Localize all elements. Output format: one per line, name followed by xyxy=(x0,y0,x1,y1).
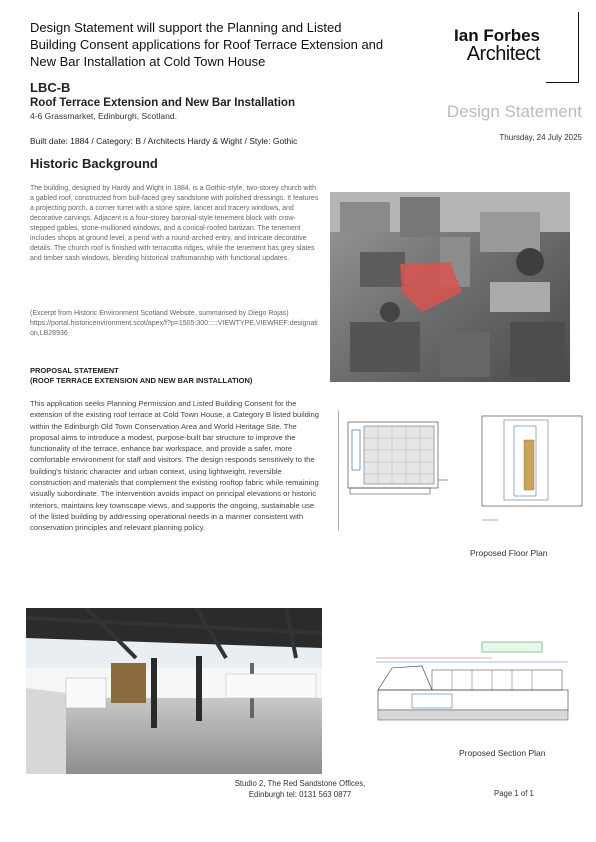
proposal-body: This application seeks Planning Permission and Listed Building Consent for the extension of the existing roof terrace at Cold Town House, a Category B listed building within the Edinburgh Old Town Conservation Area and World Heritage Site. The proposal aims to introduce a modest, purpose-built bar structure to improve the functionality of the terrace, enhance bar workspace, and provide a safer, more comfortable environment for staff and visitors. The design responds sensitively to the building's historic character and urban context, using lightweight, reversible construction and materials that complement the existing rooftop fabric while remaining visually subordinate. The intervention avoids impact on principal elevations or historic interiors, maintains key townscape views, and supports the ongoing, sustainable use of the listed building by addressing operational needs in a manner consistent with conservation principles and relevant planning policy. xyxy=(30,399,320,533)
floor-plan-caption: Proposed Floor Plan xyxy=(470,548,548,558)
footer-address-line1: Studio 2, The Red Sandstone Offices, xyxy=(234,779,366,788)
interior-render xyxy=(26,608,322,774)
section-plan-caption: Proposed Section Plan xyxy=(459,748,546,758)
proposal-heading: PROPOSAL STATEMENT xyxy=(30,366,119,375)
footer-address-line2: Edinburgh tel: 0131 563 0877 xyxy=(248,790,352,799)
excerpt-url: https://portal.historicenvironment.scot/apex/f?p=1505:300:::::VIEWTYPE,VIEWREF:designation,LB28936 xyxy=(30,320,318,337)
logo-rule-horizontal xyxy=(546,82,579,83)
architect-logo xyxy=(430,27,540,64)
doc-date: Thursday, 24 July 2025 xyxy=(499,133,582,142)
document-code: LBC-B xyxy=(30,80,71,95)
section-plan-drawing xyxy=(372,640,572,735)
excerpt-note: (Excerpt from Historic Environment Scotland Website, summarised by Diego Rojas) xyxy=(30,310,289,317)
aerial-photo xyxy=(330,192,570,382)
project-title: Roof Terrace Extension and New Bar Installation xyxy=(30,97,295,109)
history-body: The building, designed by Hardy and Wight in 1884, is a Gothic-style, two-storey church with a gabled roof, constructed from bull-faced grey sandstone with polished dressings. It features a projecting porch, a corner turret with a stone spire, lancet and tracery windows, and decorative carvings. Adjacent is a four-storey baronial-style tenement block with crow-stepped gables, stone-mullioned windows, and a conical-roofed bartizan. The tenement includes shops at ground level, a pend with a round-arched entry, and intricate decorative details. The church roof is finished with terracotta ridges, while the tenement has grey slates and timber sash windows, blending historical craftsmanship with functional updates. xyxy=(30,185,319,262)
building-meta: Built date: 1884 / Category: B / Architects Hardy & Wight / Style: Gothic xyxy=(30,136,298,146)
page-number: Page 1 of 1 xyxy=(494,789,534,798)
intro-statement: Design Statement will support the Planning and Listed Building Consent applications for Roof Terrace Extension and New Bar Installation at Cold Town House xyxy=(30,20,384,69)
logo-name: Ian Forbes xyxy=(454,26,540,45)
floor-plan-drawing xyxy=(338,410,586,530)
footer-address xyxy=(220,778,380,800)
proposal-subheading: (ROOF TERRACE EXTENSION AND NEW BAR INSTALLATION) xyxy=(30,376,253,385)
project-address: 4-6 Grassmarket, Edinburgh, Scotland. xyxy=(30,111,177,121)
doc-type-title: Design Statement xyxy=(446,102,582,121)
logo-rule-vertical xyxy=(578,12,579,82)
proposal-heading-block xyxy=(30,366,252,386)
history-heading: Historic Background xyxy=(30,156,158,171)
history-excerpt xyxy=(30,309,320,339)
logo-role: Architect xyxy=(466,43,540,65)
